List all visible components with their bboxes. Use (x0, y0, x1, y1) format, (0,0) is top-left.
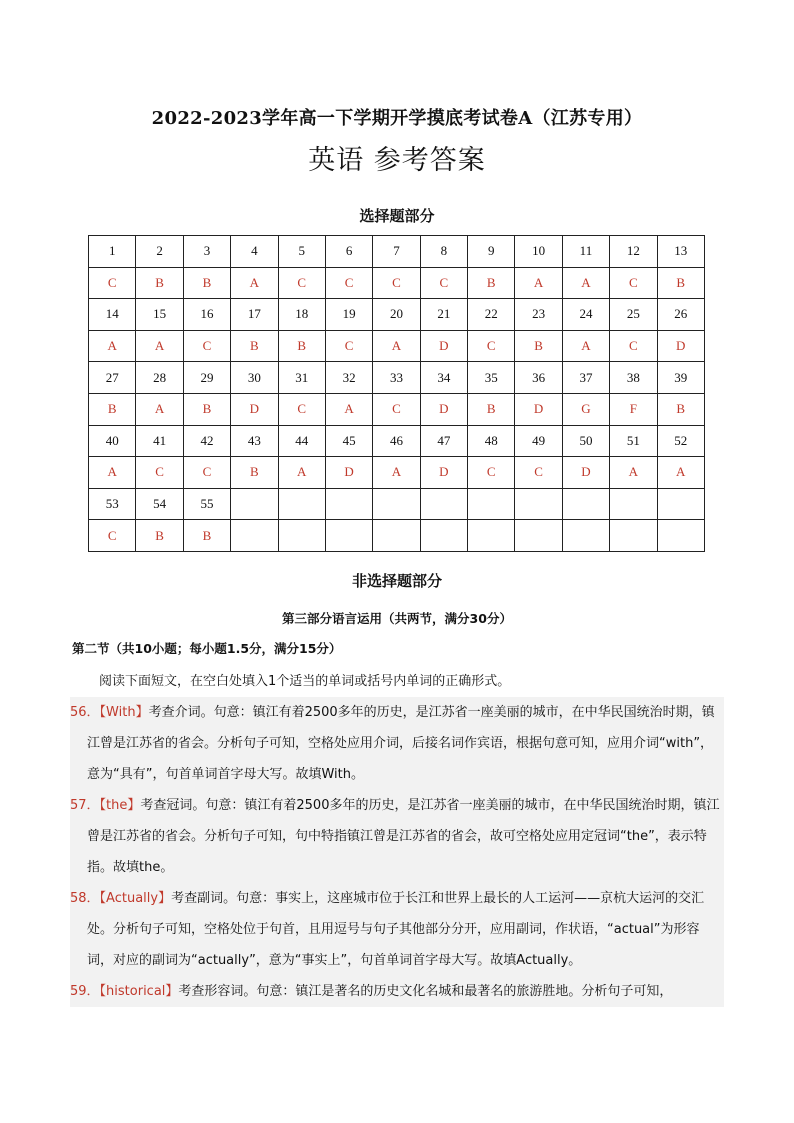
answer-cell: B (468, 267, 515, 299)
question-number-cell (468, 488, 515, 520)
answer-cell: B (183, 267, 230, 299)
answer-cell: B (278, 330, 325, 362)
answer-row (89, 457, 705, 489)
answer-table (88, 235, 705, 552)
answer-cell: A (610, 457, 657, 489)
answer-item-59 (70, 976, 724, 1007)
question-number-cell: 20 (373, 299, 420, 331)
section-heading-choice: 选择题部分 (359, 207, 435, 225)
question-number-cell: 4 (231, 236, 278, 268)
question-number-cell: 10 (515, 236, 562, 268)
answer-cell: A (373, 457, 420, 489)
answer-cell: C (89, 267, 136, 299)
question-number-cell: 38 (610, 362, 657, 394)
answer-cell: C (278, 393, 325, 425)
question-number-cell: 31 (278, 362, 325, 394)
answer-cell (325, 520, 372, 552)
answer-cell: C (278, 267, 325, 299)
question-number-cell: 50 (562, 425, 609, 457)
answer-row (89, 330, 705, 362)
answer-cell: A (89, 330, 136, 362)
answer-cell: B (136, 267, 183, 299)
answer-cell (231, 520, 278, 552)
answer-explanation: 考查副词。句意：事实上，这座城市位于长江和世界上最长的人工运河——京杭大运河的交汇处。分析句子可知，空格处位于句首，且用逗号与句子其他部分分开，应用副词，作状语，“actual”为形容词，对应的副词为“actually”，意为“事实上”，句首单词首字母大写。故填Actually。 (87, 891, 705, 968)
question-number-cell: 55 (183, 488, 230, 520)
answer-cell: D (420, 457, 467, 489)
question-number-cell: 11 (562, 236, 609, 268)
question-number-cell: 6 (325, 236, 372, 268)
question-number-cell: 26 (657, 299, 705, 331)
question-number-cell: 17 (231, 299, 278, 331)
answer-cell: B (657, 393, 705, 425)
answer-key: 【Actually】 (99, 891, 172, 906)
answer-explanations (70, 697, 724, 1007)
question-number-cell: 42 (183, 425, 230, 457)
answer-row (89, 267, 705, 299)
question-number-cell: 40 (89, 425, 136, 457)
answer-cell: A (562, 267, 609, 299)
item-number: 59． (70, 984, 100, 999)
answer-item-57 (70, 790, 724, 883)
question-number-cell: 36 (515, 362, 562, 394)
instruction-text: 阅读下面短文，在空白处填入1个适当的单词或括号内单词的正确形式。 (99, 674, 511, 689)
answer-cell: B (515, 330, 562, 362)
answer-cell: C (610, 330, 657, 362)
section-heading-nonchoice: 非选择题部分 (351, 572, 442, 590)
answer-cell: C (136, 457, 183, 489)
answer-cell: B (231, 330, 278, 362)
answer-cell: D (325, 457, 372, 489)
question-number-cell: 22 (468, 299, 515, 331)
answer-key: 【With】 (99, 705, 149, 720)
question-number-cell: 47 (420, 425, 467, 457)
question-number-cell: 30 (231, 362, 278, 394)
answer-cell: C (468, 457, 515, 489)
answer-cell: C (468, 330, 515, 362)
question-number-cell: 43 (231, 425, 278, 457)
answer-cell: B (468, 393, 515, 425)
answer-item-56 (70, 697, 724, 790)
section2-title: 第二节（共10小题；每小题1.5分，满分15分） (72, 641, 342, 656)
question-number-cell: 48 (468, 425, 515, 457)
question-number-row (89, 362, 705, 394)
item-number: 57． (70, 798, 100, 813)
question-number-cell (231, 488, 278, 520)
question-number-cell: 14 (89, 299, 136, 331)
answer-cell: A (136, 330, 183, 362)
answer-cell: C (325, 330, 372, 362)
answer-explanation: 考查介词。句意：镇江有着2500多年的历史，是江苏省一座美丽的城市，在中华民国统治时期，镇江曾是江苏省的省会。分析句子可知，空格处应用介词，后接名词作宾语，根据句意可知，应用介词“with”，意为“具有”，句首单词首字母大写。故填With。 (87, 705, 715, 782)
question-number-cell (278, 488, 325, 520)
question-number-cell: 39 (657, 362, 705, 394)
answer-cell (562, 520, 609, 552)
question-number-cell: 35 (468, 362, 515, 394)
question-number-cell: 41 (136, 425, 183, 457)
answer-cell: C (420, 267, 467, 299)
question-number-cell: 2 (136, 236, 183, 268)
item-number: 58． (70, 891, 100, 906)
question-number-cell: 52 (657, 425, 705, 457)
question-number-cell (610, 488, 657, 520)
question-number-cell: 24 (562, 299, 609, 331)
answer-cell: D (420, 330, 467, 362)
question-number-cell: 21 (420, 299, 467, 331)
document-title: 2022-2023学年高一下学期开学摸底考试卷A（江苏专用） (151, 108, 643, 129)
question-number-cell (325, 488, 372, 520)
question-number-cell: 51 (610, 425, 657, 457)
answer-cell: B (136, 520, 183, 552)
question-number-cell: 5 (278, 236, 325, 268)
answer-cell: D (515, 393, 562, 425)
answer-cell: C (89, 520, 136, 552)
answer-cell: F (610, 393, 657, 425)
answer-cell (468, 520, 515, 552)
question-number-cell: 15 (136, 299, 183, 331)
answer-row (89, 393, 705, 425)
answer-cell: B (183, 520, 230, 552)
answer-explanation: 考查形容词。句意：镇江是著名的历史文化名城和最著名的旅游胜地。分析句子可知， (178, 984, 673, 999)
question-number-cell: 29 (183, 362, 230, 394)
answer-cell: G (562, 393, 609, 425)
item-number: 56． (70, 705, 100, 720)
answer-cell (657, 520, 705, 552)
answer-item-58 (70, 883, 724, 976)
question-number-cell: 13 (657, 236, 705, 268)
question-number-cell: 45 (325, 425, 372, 457)
answer-row (89, 520, 705, 552)
question-number-cell: 54 (136, 488, 183, 520)
question-number-row (89, 425, 705, 457)
answer-cell: D (420, 393, 467, 425)
answer-cell: B (231, 457, 278, 489)
answer-cell: B (183, 393, 230, 425)
answer-cell: B (89, 393, 136, 425)
answer-cell: C (325, 267, 372, 299)
question-number-cell: 16 (183, 299, 230, 331)
answer-cell: A (89, 457, 136, 489)
answer-cell (420, 520, 467, 552)
question-number-cell: 34 (420, 362, 467, 394)
answer-cell: D (562, 457, 609, 489)
answer-cell: C (373, 393, 420, 425)
answer-cell (373, 520, 420, 552)
answer-cell: A (515, 267, 562, 299)
answer-key: 【the】 (99, 798, 141, 813)
question-number-cell: 32 (325, 362, 372, 394)
answer-cell: B (657, 267, 705, 299)
question-number-cell: 37 (562, 362, 609, 394)
question-number-cell: 23 (515, 299, 562, 331)
question-number-cell: 49 (515, 425, 562, 457)
question-number-cell: 44 (278, 425, 325, 457)
answer-cell (515, 520, 562, 552)
part3-title: 第三部分语言运用（共两节，满分30分） (282, 611, 512, 626)
question-number-cell (562, 488, 609, 520)
question-number-cell: 33 (373, 362, 420, 394)
answer-explanation: 考查冠词。句意：镇江有着2500多年的历史，是江苏省一座美丽的城市，在中华民国统治时期，镇江曾是江苏省的省会。分析句子可知，句中特指镇江曾是江苏省的省会，故可空格处应用定冠词“the”，表示特指。故填the。 (87, 798, 720, 875)
question-number-cell: 25 (610, 299, 657, 331)
answer-key: 【historical】 (99, 984, 179, 999)
answer-cell: A (373, 330, 420, 362)
answer-cell: C (373, 267, 420, 299)
question-number-cell: 8 (420, 236, 467, 268)
question-number-cell: 9 (468, 236, 515, 268)
question-number-cell (657, 488, 705, 520)
question-number-cell: 1 (89, 236, 136, 268)
document-subtitle: 英语 参考答案 (308, 145, 486, 176)
question-number-cell: 12 (610, 236, 657, 268)
question-number-cell: 46 (373, 425, 420, 457)
answer-cell: A (278, 457, 325, 489)
answer-cell: D (231, 393, 278, 425)
question-number-cell: 3 (183, 236, 230, 268)
question-number-row (89, 236, 705, 268)
question-number-cell: 28 (136, 362, 183, 394)
question-number-cell (515, 488, 562, 520)
question-number-cell: 19 (325, 299, 372, 331)
answer-cell: A (657, 457, 705, 489)
answer-cell: A (231, 267, 278, 299)
question-number-row (89, 299, 705, 331)
question-number-cell: 18 (278, 299, 325, 331)
question-number-cell (373, 488, 420, 520)
answer-cell: D (657, 330, 705, 362)
question-number-cell: 7 (373, 236, 420, 268)
question-number-cell: 27 (89, 362, 136, 394)
answer-cell: A (136, 393, 183, 425)
answer-cell: C (183, 330, 230, 362)
answer-cell: A (325, 393, 372, 425)
question-number-row (89, 488, 705, 520)
answer-cell (278, 520, 325, 552)
answer-cell (610, 520, 657, 552)
answer-cell: C (610, 267, 657, 299)
answer-cell: A (562, 330, 609, 362)
question-number-cell (420, 488, 467, 520)
question-number-cell: 53 (89, 488, 136, 520)
answer-cell: C (515, 457, 562, 489)
answer-cell: C (183, 457, 230, 489)
